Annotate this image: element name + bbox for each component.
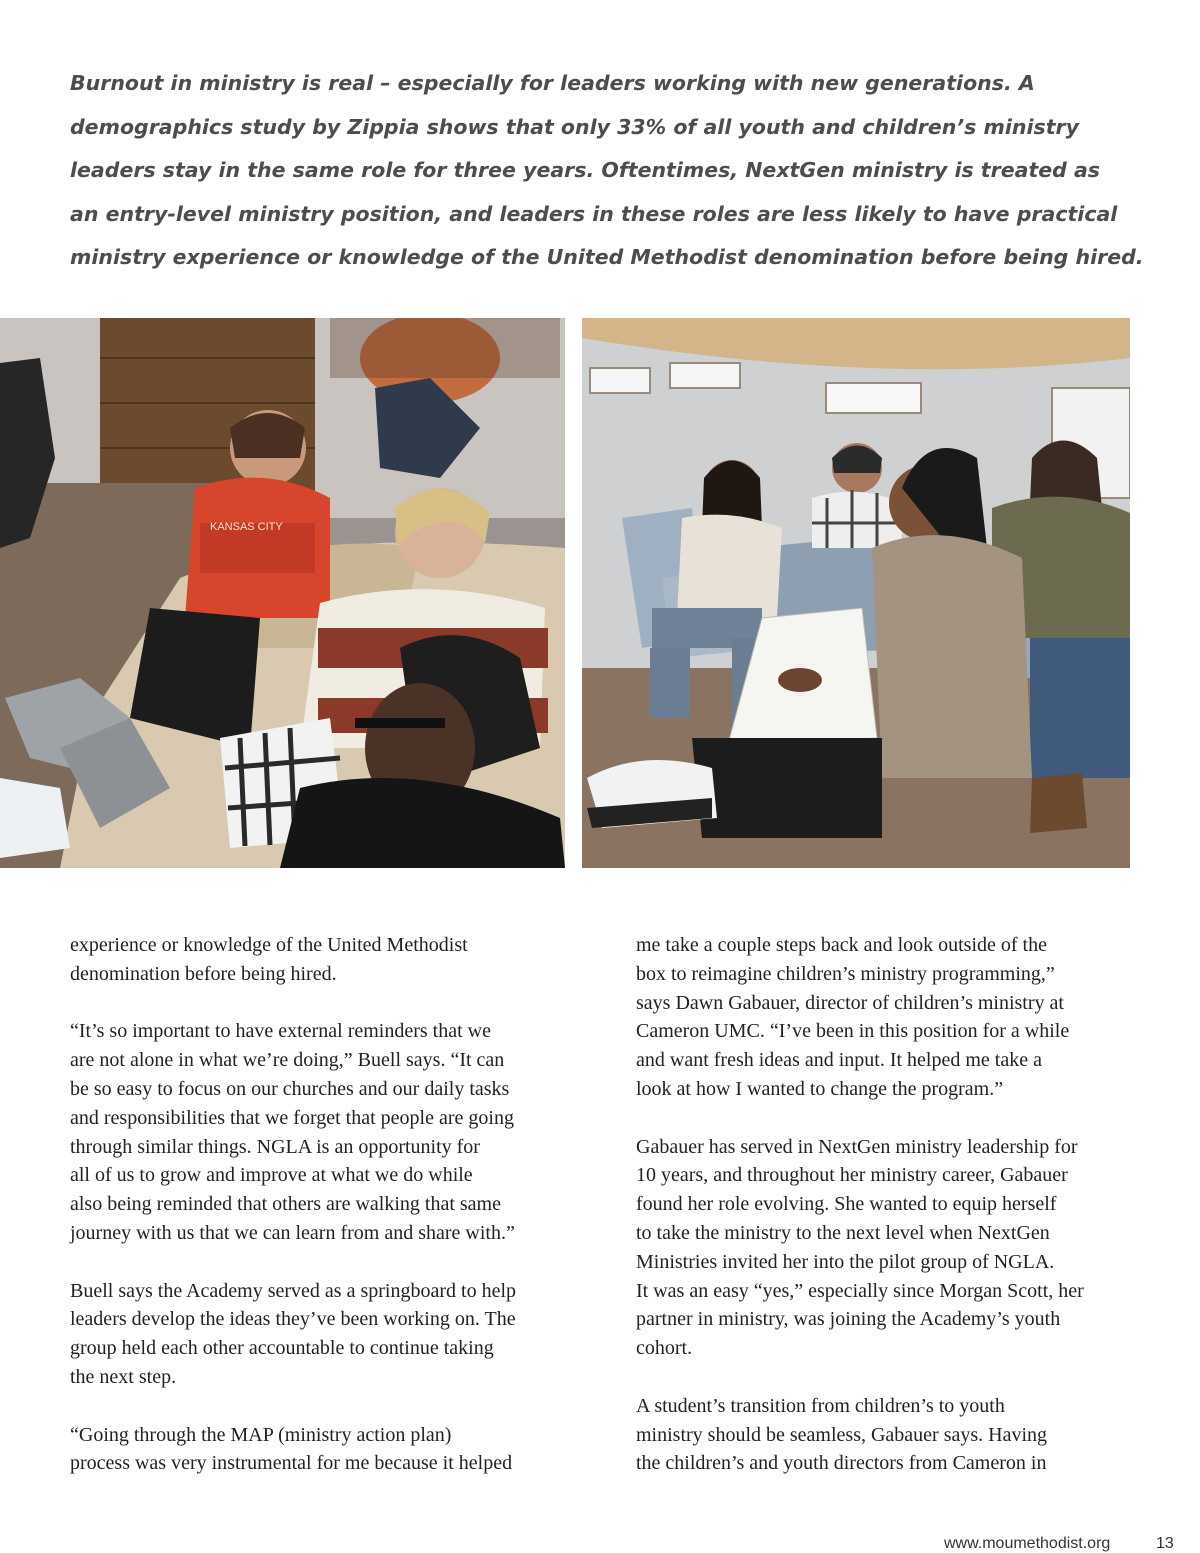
text-line: Cameron UMC. “I’ve been in this position for a while (636, 1020, 1070, 1043)
text-line: and responsibilities that we forget that people are going (70, 1106, 514, 1129)
paragraph (636, 931, 1136, 1104)
text-line: me take a couple steps back and look outside of the (636, 934, 1047, 956)
text-line: Gabauer has served in NextGen ministry leadership for (636, 1135, 1078, 1158)
pull-quote-line: leaders stay in the same role for three years. Oftentimes, NextGen ministry is treated as (70, 158, 1101, 182)
photo-workshop-group-discussion (582, 318, 1130, 868)
paragraph (70, 1277, 570, 1392)
text-line: be so easy to focus on our churches and our daily tasks (70, 1077, 510, 1100)
pull-quote-line: Burnout in ministry is real – especially for leaders working with new generations. A (70, 71, 1035, 95)
text-line: 10 years, and throughout her ministry career, Gabauer (636, 1164, 1068, 1187)
pull-quote-line: demographics study by Zippia shows that only 33% of all youth and children’s ministry (70, 114, 1080, 139)
text-line: Buell says the Academy served as a springboard to help (70, 1279, 516, 1302)
text-line: to take the ministry to the next level when NextGen (636, 1221, 1050, 1244)
photo-illustration (0, 318, 565, 868)
text-line: Ministries invited her into the pilot group of NGLA. (636, 1250, 1055, 1273)
paragraph (70, 1017, 570, 1247)
text-line: are not alone in what we’re doing,” Buell says. “It can (70, 1049, 505, 1072)
pull-quote (70, 62, 1144, 280)
text-line: and want fresh ideas and input. It helped me take a (636, 1049, 1042, 1072)
text-line: cohort. (636, 1337, 693, 1360)
paragraph (636, 1392, 1136, 1478)
text-line: denomination before being hired. (70, 962, 337, 985)
text-line: box to reimagine children’s ministry programming,” (636, 962, 1055, 985)
article-column-right (636, 931, 1136, 1507)
paragraph (70, 931, 570, 989)
text-line: “Going through the MAP (ministry action plan) (70, 1423, 452, 1446)
text-line: leaders develop the ideas they’ve been working on. The (70, 1308, 516, 1331)
text-line: all of us to grow and improve at what we do while (70, 1164, 473, 1187)
pull-quote-line: an entry-level ministry position, and leaders in these roles are less likely to have practical (70, 201, 1118, 226)
text-line: experience or knowledge of the United Methodist (70, 934, 468, 956)
paragraph (70, 1421, 570, 1479)
text-line: “It’s so important to have external reminders that we (70, 1020, 491, 1043)
text-line: ministry should be seamless, Gabauer says. Having (636, 1423, 1048, 1446)
sweatshirt-text: KANSAS CITY (210, 521, 283, 533)
text-line: the next step. (70, 1365, 177, 1388)
text-line: says Dawn Gabauer, director of children’s ministry at (636, 991, 1064, 1014)
text-line: partner in ministry, was joining the Academy’s youth (636, 1308, 1061, 1331)
text-line: through similar things. NGLA is an opportunity for (70, 1135, 480, 1158)
photo-illustration (582, 318, 1130, 868)
article-column-left (70, 931, 570, 1507)
text-line: the children’s and youth directors from Cameron in (636, 1452, 1047, 1475)
text-line: also being reminded that others are walking that same (70, 1193, 501, 1216)
photo-workshop-participants-couch (0, 318, 565, 868)
footer-website-link[interactable]: www.moumethodist.org (944, 1535, 1111, 1552)
text-line: It was an easy “yes,” especially since Morgan Scott, her (636, 1279, 1084, 1302)
text-line: found her role evolving. She wanted to equip herself (636, 1193, 1057, 1216)
pull-quote-line: ministry experience or knowledge of the United Methodist denomination before being hired. (70, 245, 1144, 269)
text-line: A student’s transition from children’s to youth (636, 1394, 1005, 1417)
paragraph (636, 1133, 1136, 1363)
text-line: process was very instrumental for me because it helped (70, 1452, 513, 1475)
text-line: group held each other accountable to continue taking (70, 1337, 494, 1360)
text-line: journey with us that we can learn from and share with.” (70, 1221, 515, 1244)
text-line: look at how I wanted to change the program.” (636, 1077, 1004, 1100)
page-number: 13 (1156, 1535, 1174, 1552)
